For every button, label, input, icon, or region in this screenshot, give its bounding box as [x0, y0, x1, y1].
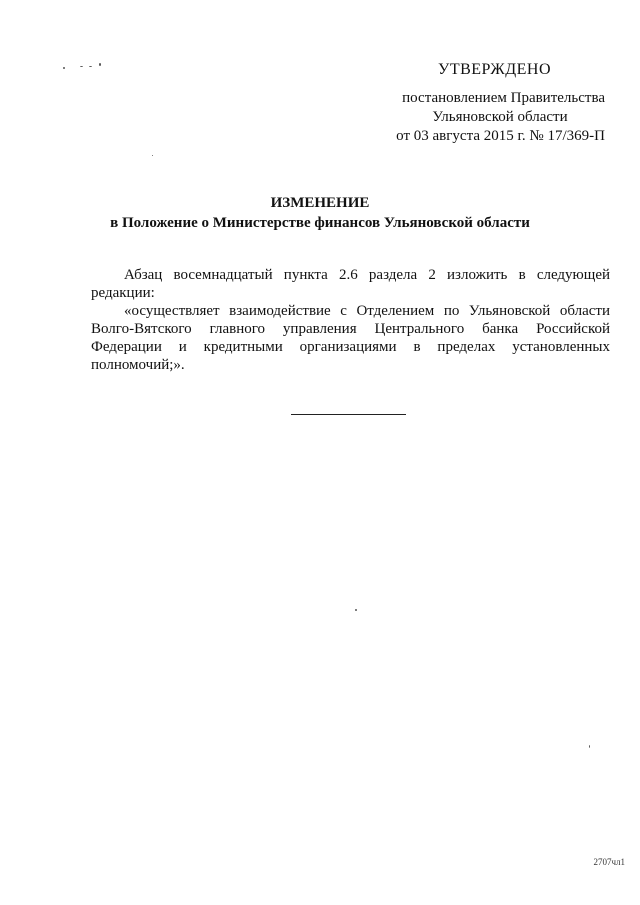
- scan-speck: [152, 155, 153, 156]
- scan-speck: [355, 609, 357, 611]
- closing-rule: [291, 414, 406, 415]
- approval-line-region: Ульяновской области: [432, 109, 568, 125]
- document-body: [91, 266, 610, 374]
- document-title: ИЗМЕНЕНИЕ: [270, 195, 370, 211]
- approval-line-date: от 03 августа 2015 г. № 17/369-П: [396, 128, 605, 144]
- scan-speck: [63, 67, 65, 69]
- scan-speck: [99, 63, 101, 66]
- scan-speck: [80, 66, 83, 67]
- document-subtitle: в Положение о Министерстве финансов Ульяновской области: [110, 215, 530, 231]
- body-quoted-paragraph: «осуществляет взаимодействие с Отделением по Ульяновской области Волго-Вятского главного управления Центрального банка Российской Федерации и кредитными организациями в пределах установленных полномочий;».: [91, 303, 610, 373]
- approval-line-resolution: постановлением Правительства: [402, 90, 605, 106]
- body-paragraph: Абзац восемнадцатый пункта 2.6 раздела 2 изложить в следующей редакции:: [91, 267, 610, 301]
- document-heading: [60, 193, 580, 233]
- approval-stamp: [355, 60, 605, 146]
- scan-speck: [89, 66, 92, 67]
- scan-speck: [589, 745, 590, 748]
- approval-title: УТВЕРЖДЕНО: [437, 61, 551, 78]
- document-id: 2707чл1: [593, 857, 625, 867]
